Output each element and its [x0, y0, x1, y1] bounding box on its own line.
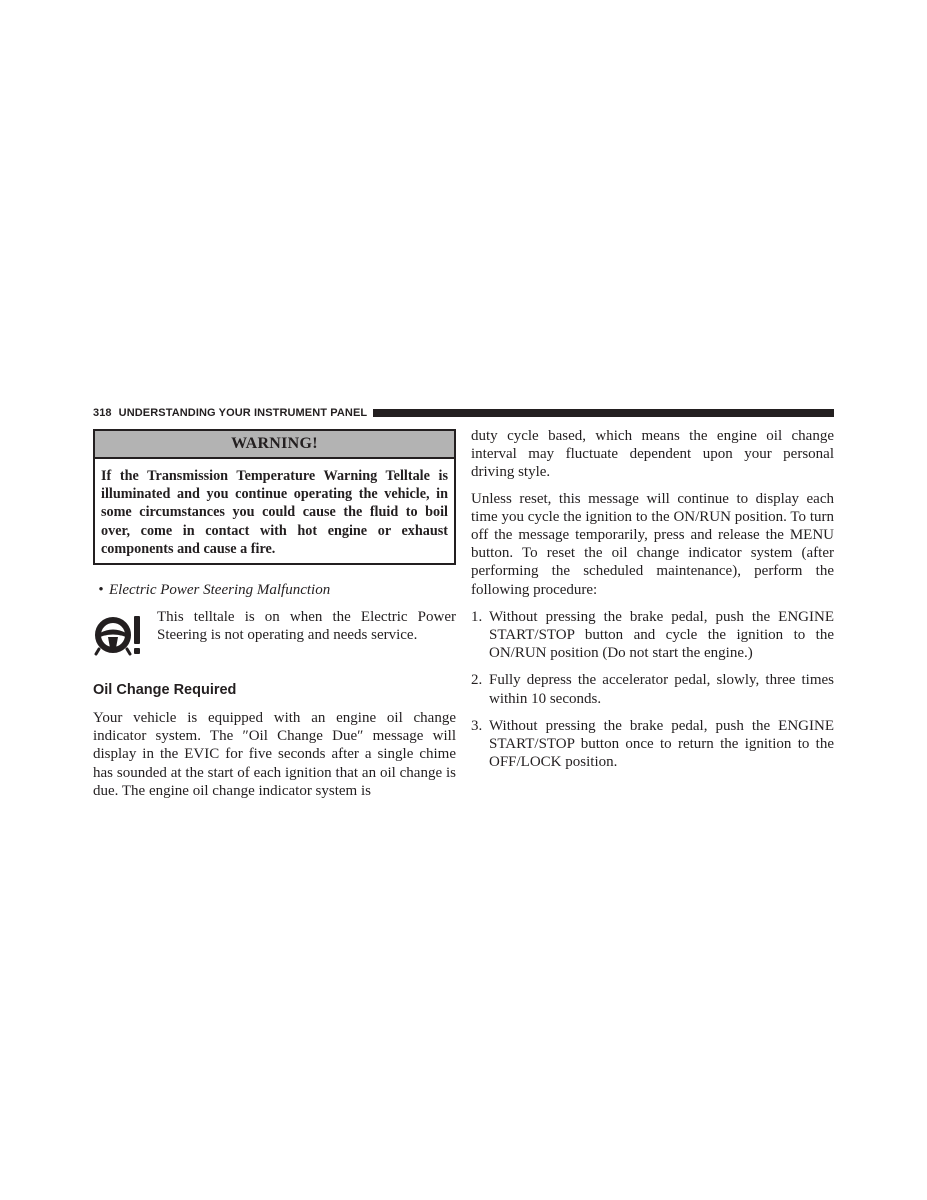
warning-body: If the Transmission Temperature Warning Telltale is illuminated and you continue operating the vehicle, in some circumstances you could cause the fluid to boil over, come in contact with hot engine or exhaust components and cause a fire. [101, 468, 448, 557]
step-text: Without pressing the brake pedal, push the ENGINE START/STOP button and cycle the ignition to the ON/RUN position (Do not start the engine.) [489, 608, 834, 662]
telltale-row [93, 608, 456, 660]
reset-steps-list [471, 608, 834, 772]
bullet-label: Electric Power Steering Malfunction [109, 582, 331, 599]
step-text: Without pressing the brake pedal, push the ENGINE START/STOP button once to return the ignition to the OFF/LOCK position. [489, 717, 834, 771]
list-item [471, 717, 834, 772]
warning-title: WARNING! [95, 431, 454, 459]
oil-change-heading: Oil Change Required [93, 682, 237, 699]
step-number: 3. [471, 717, 483, 734]
bullet-dot: • [98, 582, 104, 599]
step-number: 1. [471, 608, 483, 625]
left-column [93, 429, 456, 800]
page-header [93, 405, 834, 421]
telltale-description: This telltale is on when the Electric Power Steering is not operating and needs service. [157, 609, 456, 644]
list-item [471, 671, 834, 707]
warning-box [93, 429, 456, 565]
header-rule [373, 409, 834, 417]
oil-change-paragraph-part2: duty cycle based, which means the engine oil change interval may fluctuate dependent upon your personal driving style. [471, 428, 834, 481]
section-title: UNDERSTANDING YOUR INSTRUMENT PANEL [118, 407, 368, 419]
list-item [471, 608, 834, 663]
step-text: Fully depress the accelerator pedal, slowly, three times within 10 seconds. [489, 672, 834, 707]
steering-warning-icon [93, 608, 143, 660]
right-column [471, 427, 834, 780]
bullet-item [93, 581, 456, 599]
step-number: 2. [471, 672, 483, 689]
oil-change-paragraph-part1: Your vehicle is equipped with an engine oil change indicator system. The ″Oil Change Due″ message will display in the EVIC for five seconds after a single chime has sounded at the start of each ignition that an oil change is due. The engine oil change indicator system is [93, 710, 456, 799]
reset-paragraph: Unless reset, this message will continue to display each time you cycle the ignition to the ON/RUN position. To turn off the message temporarily, press and release the MENU button. To reset the oil change indicator system (after performing the scheduled maintenance), perform the following procedure: [471, 490, 834, 598]
page-number: 318 [93, 407, 112, 419]
